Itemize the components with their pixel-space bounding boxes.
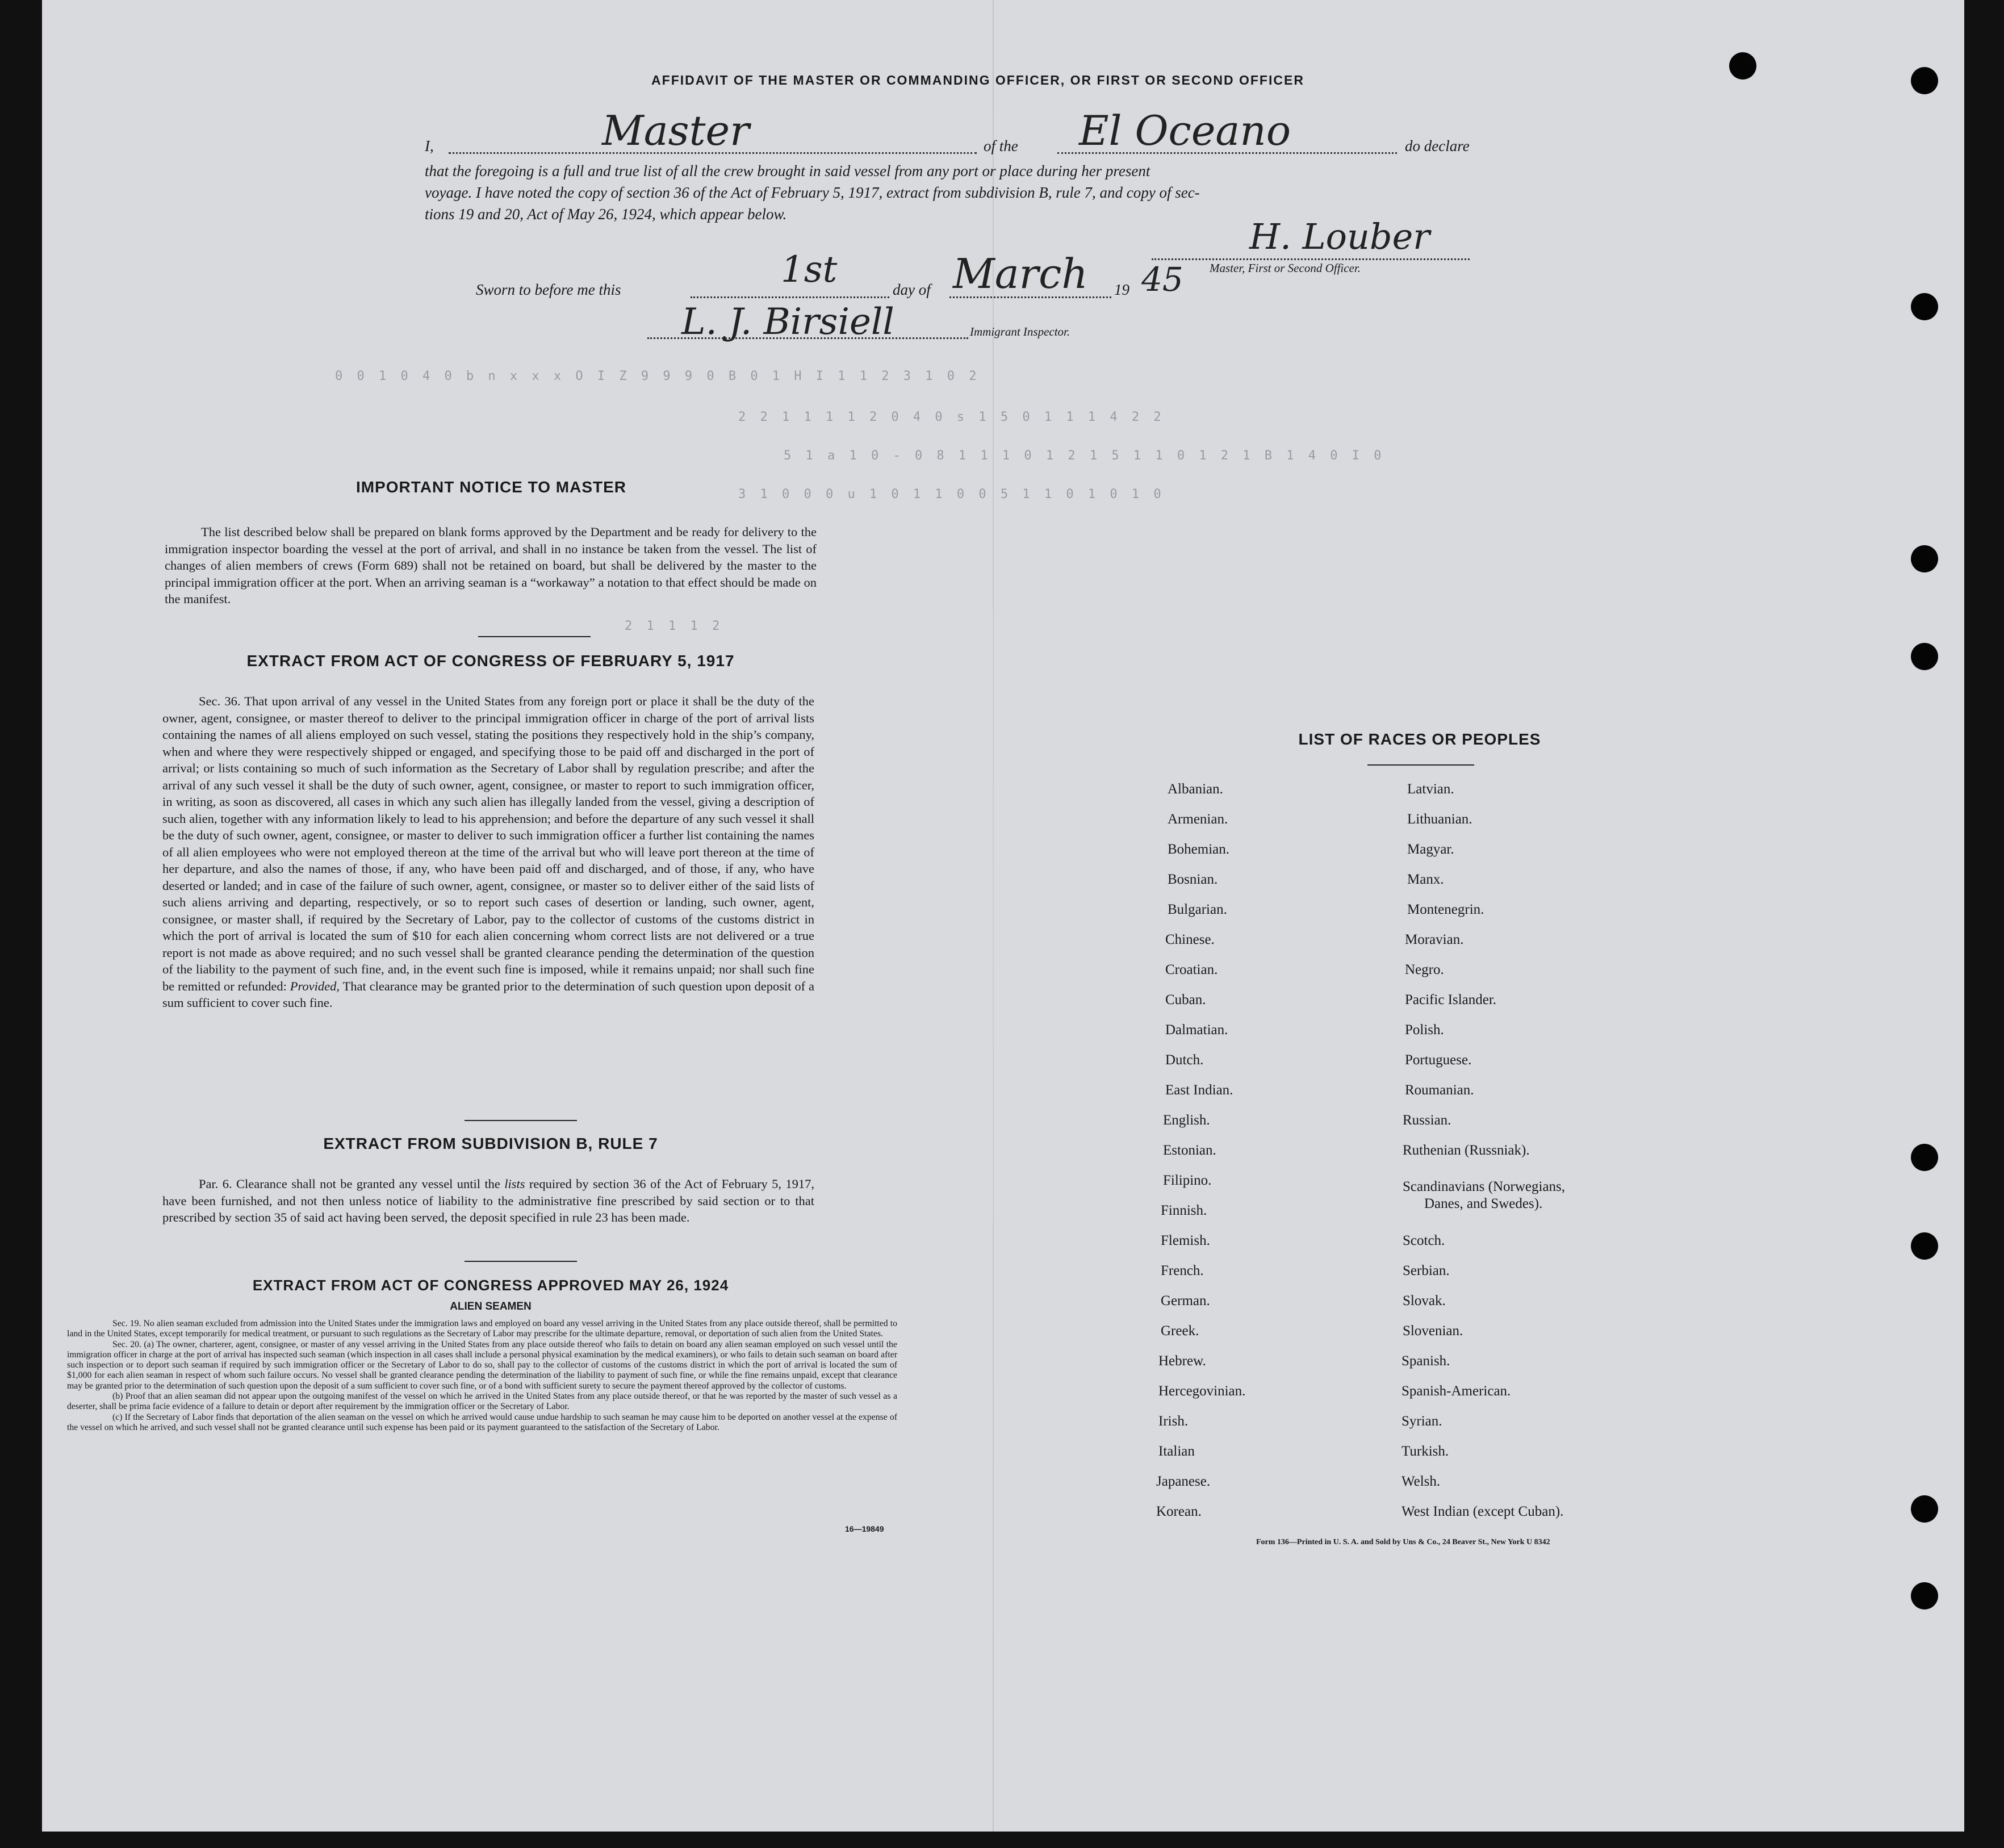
race-item: Finnish. — [1161, 1203, 1207, 1218]
handwritten-master: Master — [602, 107, 750, 154]
section-divider — [1367, 764, 1474, 766]
year-prefix: 19 — [1114, 281, 1129, 298]
race-item: Negro. — [1405, 962, 1444, 977]
race-item: Scandinavians (Norwegians, — [1403, 1179, 1566, 1194]
binder-hole — [1911, 293, 1938, 320]
race-item: Dutch. — [1165, 1052, 1204, 1068]
section-body-end: That clearance may be granted prior to the determination of such question upon deposit of a sum sufficient to cover such fine. — [162, 979, 814, 1010]
officer-signature-line — [1152, 258, 1470, 260]
race-item: Estonian. — [1163, 1143, 1216, 1158]
printer-note: Form 136—Printed in U. S. A. and Sold by Uns & Co., 24 Beaver St., New York U 8342 — [1256, 1538, 1550, 1546]
section-divider — [465, 1120, 577, 1121]
race-item: Pacific Islander. — [1405, 992, 1497, 1007]
race-item: Welsh. — [1401, 1474, 1441, 1489]
race-item: Magyar. — [1407, 842, 1454, 857]
rule7-text — [162, 1176, 814, 1226]
race-item: Bohemian. — [1168, 842, 1230, 857]
rule7-title: EXTRACT FROM SUBDIVISION B, RULE 7 — [323, 1135, 658, 1152]
race-item: Turkish. — [1401, 1444, 1449, 1459]
affidavit-prefix: I, — [425, 137, 434, 154]
day-line — [691, 296, 889, 298]
inspector-caption: Immigrant Inspector. — [970, 325, 1070, 338]
handwritten-officer-signature: H. Louber — [1249, 216, 1430, 257]
race-item: Scotch. — [1403, 1233, 1445, 1248]
race-item: Hebrew. — [1158, 1353, 1206, 1369]
binder-hole — [1911, 1582, 1938, 1609]
race-item: Latvian. — [1407, 781, 1454, 797]
binder-hole — [1911, 1232, 1938, 1260]
affidavit-body-line: that the foregoing is a full and true list of all the crew brought in said vessel from any port or place during her present — [425, 162, 1150, 179]
binder-hole — [1911, 1144, 1938, 1171]
binder-hole — [1729, 52, 1756, 80]
race-item: Russian. — [1403, 1113, 1451, 1128]
affidavit-body-line: tions 19 and 20, Act of May 26, 1924, which appear below. — [425, 206, 787, 223]
handwritten-day: 1st — [781, 249, 838, 291]
race-item: Bulgarian. — [1168, 902, 1227, 917]
race-item: German. — [1161, 1293, 1210, 1308]
race-item: Moravian. — [1405, 932, 1464, 947]
affidavit-body — [425, 160, 1498, 225]
binder-hole — [1911, 67, 1938, 94]
binder-hole — [1911, 545, 1938, 572]
race-item: Italian — [1158, 1444, 1195, 1459]
race-item: Slovak. — [1403, 1293, 1446, 1308]
of-the-label: of the — [984, 137, 1018, 154]
bleed-through-text: 3 1 0 0 0 u 1 0 1 1 0 0 5 1 1 0 1 0 1 0 — [738, 487, 1165, 501]
race-item: Spanish-American. — [1401, 1383, 1511, 1399]
sec20c-text: (c) If the Secretary of Labor finds that deportation of the alien seaman on the vessel on which he arrived would cause undue hardship to such seaman he may cause him to be deported on another vessel at the expense of the vessel on which he arrived, and such vessel shall not be granted clearance until such expense has been paid or its payment guaranteed to the satisfaction of the Secretary of Labor. — [67, 1412, 897, 1432]
race-item: Syrian. — [1401, 1414, 1442, 1429]
race-item: Spanish. — [1401, 1353, 1450, 1369]
bleed-through-text: 0 0 1 0 4 0 b n x x x O I Z 9 9 9 0 B 0 1 H I 1 1 2 3 1 0 2 — [335, 369, 980, 383]
race-item: Cuban. — [1165, 992, 1206, 1007]
binder-hole — [1911, 643, 1938, 670]
bleed-through-text: 2 2 1 1 1 1 2 0 4 0 s 1 5 0 1 1 1 4 2 2 — [738, 410, 1165, 424]
race-item: Danes, and Swedes). — [1424, 1196, 1543, 1211]
section-divider — [478, 636, 591, 637]
notice-text: The list described below shall be prepared on blank forms approved by the Department and be ready for delivery to the immigration inspector boarding the vessel at the port of arrival, and shall in no instance be taken from the vessel. The list of changes of alien members of crews (Form 689) shall not be retained on board, but shall be delivered by the master to the principal immigration officer at the port. When an arriving seaman is a “workaway” a notation to that effect should be made on the manifest. — [165, 525, 817, 606]
race-item: French. — [1161, 1263, 1204, 1278]
race-item: Ruthenian (Russniak). — [1403, 1143, 1530, 1158]
race-item: Polish. — [1405, 1022, 1444, 1038]
race-item: English. — [1163, 1113, 1210, 1128]
race-item: Dalmatian. — [1165, 1022, 1228, 1038]
race-item: East Indian. — [1165, 1082, 1233, 1098]
race-item: Montenegrin. — [1407, 902, 1484, 917]
extract-1924-title: EXTRACT FROM ACT OF CONGRESS APPROVED MAY 26, 1924 — [252, 1277, 729, 1294]
race-item: Armenian. — [1168, 812, 1228, 827]
do-declare-label: do declare — [1405, 137, 1470, 154]
form-code: 16—19849 — [845, 1524, 884, 1533]
race-item: Filipino. — [1163, 1173, 1212, 1188]
race-item: Bosnian. — [1168, 872, 1218, 887]
race-item: Greek. — [1161, 1323, 1199, 1339]
race-item: Croatian. — [1165, 962, 1218, 977]
race-item: Serbian. — [1403, 1263, 1450, 1278]
extract-1917-text — [162, 693, 814, 1011]
race-item: Albanian. — [1168, 781, 1223, 797]
affidavit-body-line: voyage. I have noted the copy of section 36 of the Act of February 5, 1917, extract from subdivision B, rule 7, and copy of sec- — [425, 184, 1200, 201]
provided-word: Provided, — [290, 979, 340, 993]
race-item: Slovenian. — [1403, 1323, 1463, 1339]
handwritten-year: 45 — [1141, 260, 1183, 299]
rule7-text-a: Clearance shall not be granted any vessel until the — [236, 1177, 500, 1191]
lists-word: lists — [504, 1177, 525, 1191]
sec19-text: Sec. 19. No alien seaman excluded from admission into the United States under the immigration laws and employed on board any vessel arriving in the United States from any place outside thereof, shall be permitted to land in the United States, except temporarily for medical treatment, or pursuant to such regulations as the Secretary of Labor may prescribe for the ultimate departure, removal, or deportation of such alien from the United States. — [67, 1319, 897, 1339]
section-body: That upon arrival of any vessel in the United States from any foreign port or place it shall be the duty of the owner, agent, consignee, or master thereof to deliver to the principal immigration officer in charge of the port of arrival lists containing the names of all aliens employed on such vessel, stating the positions they respectively hold in the ship’s company, when and where they were respectively shipped or engaged, and specifying those to be paid off and discharged in the port of arrival; or lists containing so much of such information as the Secretary of Labor shall by regulation prescribe; and after the arrival of any such vessel it shall be the duty of such owner, agent, consignee, or master to report to such immigration officer, in writing, as soon as discovered, all cases in which any such alien has illegally landed from the vessel, giving a description of such alien, together with any information likely to lead to his apprehension; and before the departure of any such vessel it shall be the duty of such owner, agent, consignee, or master to deliver to such immigration officer a further list containing the names of all alien employees who were not employed thereon at the time of the arrival but who will leave port thereon at the time of her departure, and also the names of those, if any, who have been paid off and discharged, and of those, if any, who have deserted or landed; and in case of the failure of such owner, agent, consignee, or master so to deliver either of the said lists of such aliens arriving and departing, respectively, or so to report such cases of desertion or landing, such owner, agent, consignee, or master shall, if required by the Secretary of Labor, pay to the collector of customs of the customs district in which the port of arrival is located the sum of $10 for each alien concerning whom correct lists are not delivered or a true report is not made as above required; and no such vessel shall be granted clearance pending the determination of the question of the liability to the payment of such fine, and, in the event such fine is imposed, while it remains unpaid; nor shall such fine be remitted or refunded: — [162, 694, 814, 993]
handwritten-vessel-name: El Oceano — [1079, 107, 1291, 154]
race-item: West Indian (except Cuban). — [1401, 1504, 1564, 1519]
sec20b-text: (b) Proof that an alien seaman did not appear upon the outgoing manifest of the vessel on which he arrived in the United States from any place outside thereof, or that he was reported by the master of such vessel as a deserter, shall be prima facie evidence of a failure to detain or deport after requirement by the immigration officer or the Secretary of Labor. — [67, 1391, 897, 1412]
extract-1924-subtitle: ALIEN SEAMEN — [450, 1301, 532, 1312]
race-item: Japanese. — [1156, 1474, 1211, 1489]
paragraph-label: Par. 6. — [199, 1177, 232, 1191]
section-label: Sec. 36. — [199, 694, 241, 708]
extract-1917-title: EXTRACT FROM ACT OF CONGRESS OF FEBRUARY 5, 1917 — [246, 652, 735, 670]
sec20a-text: Sec. 20. (a) The owner, charterer, agent, consignee, or master of any vessel arriving in the United States from any place outside thereof who fails to detain on board any alien seaman employed on such vessel until the immigration officer in charge at the port of arrival has inspected such seaman (which inspection in all cases shall include a personal physical examination by the medical examiners), or who fails to detain such seaman on board after such inspection or to deport such seaman if required by such immigration officer or the Secretary of Labor to do so, shall pay to the collector of customs of the customs district in which the port of arrival is located the sum of $1,000 for each alien seaman in respect of whom such failure occurs. No vessel shall be granted clearance pending the determination of the liability to payment of such fine, or while the fine remains unpaid, except that clearance may be granted prior to the determination of such question upon the deposit of a sum sufficient to cover such fine, or of a bond with sufficient surety to secure the payment thereof approved by the collector of customs. — [67, 1339, 897, 1391]
race-item: Hercegovinian. — [1158, 1383, 1246, 1399]
race-item: Roumanian. — [1405, 1082, 1474, 1098]
race-item: Korean. — [1156, 1504, 1202, 1519]
races-title: LIST OF RACES OR PEOPLES — [1298, 730, 1541, 748]
officer-signature-caption: Master, First or Second Officer. — [1210, 261, 1361, 275]
section-divider — [465, 1261, 577, 1262]
race-item: Manx. — [1407, 872, 1444, 887]
sworn-label: Sworn to before me this — [476, 281, 621, 298]
bleed-through-text: 2 1 1 1 2 — [625, 619, 723, 633]
handwritten-month: March — [953, 250, 1088, 298]
handwritten-inspector-signature: L. J. Birsiell — [681, 301, 894, 343]
day-of-label: day of — [893, 281, 931, 298]
race-item: Irish. — [1158, 1414, 1189, 1429]
rule7-text-b: required by section 36 of the Act of February 5, 1917, have been furnished, and not then unless notice of liability to the administrative fine prescribed by said section or to that prescribed by section 35 of said act having been served, the deposit specified in rule 23 has been made. — [162, 1177, 815, 1224]
race-item: Portuguese. — [1405, 1052, 1472, 1068]
notice-title: IMPORTANT NOTICE TO MASTER — [355, 478, 627, 496]
race-item: Chinese. — [1165, 932, 1215, 947]
extract-1924-text — [67, 1319, 897, 1433]
race-item: Flemish. — [1161, 1233, 1210, 1248]
binder-hole — [1911, 1495, 1938, 1523]
race-item: Lithuanian. — [1407, 812, 1472, 827]
affidavit-title: AFFIDAVIT OF THE MASTER OR COMMANDING OFFICER, OR FIRST OR SECOND OFFICER — [651, 73, 1304, 87]
bleed-through-text: 5 1 a 1 0 - 0 8 1 1 1 0 1 2 1 5 1 1 0 1 2 1 B 1 4 0 I 0 — [784, 449, 1385, 463]
